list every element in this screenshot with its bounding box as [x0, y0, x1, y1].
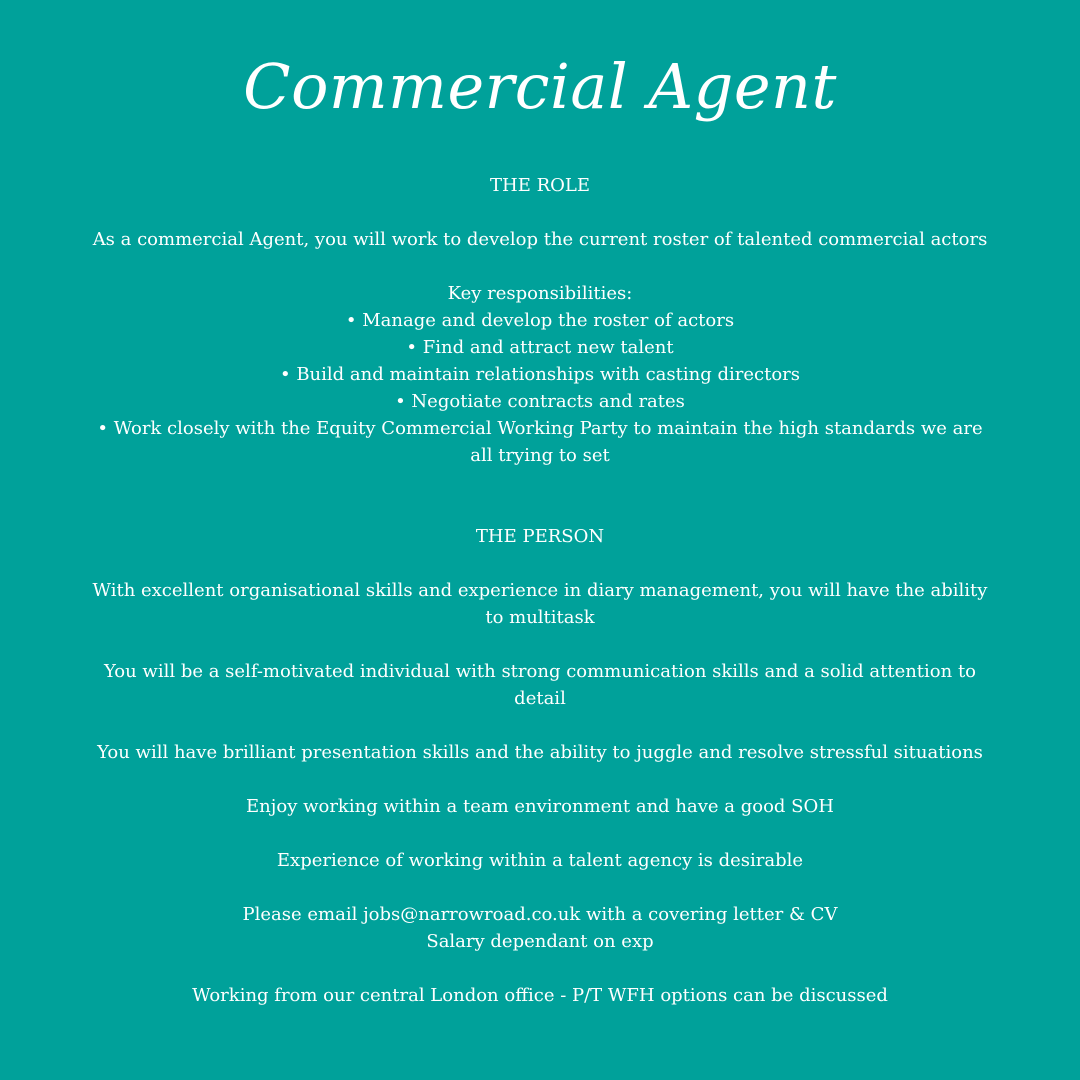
person-line: With excellent organisational skills and experience in diary management, you will have the ability — [92, 580, 988, 601]
person-heading: THE PERSON — [475, 526, 605, 547]
spacer — [40, 469, 1040, 523]
responsibility-item: • Build and maintain relationships with casting directors — [279, 364, 801, 385]
person-line: You will be a self-motivated individual with strong communication skills and a solid attention to — [103, 661, 977, 682]
person-line: You will have brilliant presentation skills and the ability to juggle and resolve stressful situations — [97, 742, 983, 763]
page-title: Commercial Agent — [243, 50, 837, 123]
responsibility-item: • Negotiate contracts and rates — [395, 391, 685, 412]
location-line: Working from our central London office - P/T WFH options can be discussed — [192, 985, 888, 1006]
spacer — [40, 550, 1040, 577]
contact-line: Please email jobs@narrowroad.co.uk with a covering letter & CV — [242, 904, 838, 925]
spacer — [40, 955, 1040, 982]
person-line: to multitask — [485, 607, 595, 628]
responsibility-item: • Work closely with the Equity Commercial Working Party to maintain the high standards we are — [97, 418, 983, 439]
spacer — [40, 874, 1040, 901]
role-intro: As a commercial Agent, you will work to develop the current roster of talented commercial actors — [92, 229, 988, 250]
responsibility-item: • Find and attract new talent — [406, 337, 674, 358]
responsibility-item: • Manage and develop the roster of actors — [345, 310, 735, 331]
salary-line: Salary dependant on exp — [426, 931, 654, 952]
spacer — [40, 766, 1040, 793]
person-line: Enjoy working within a team environment and have a good SOH — [246, 796, 834, 817]
responsibilities-heading: Key responsibilities: — [447, 283, 633, 304]
spacer — [40, 253, 1040, 280]
spacer — [40, 199, 1040, 226]
role-heading: THE ROLE — [490, 175, 590, 196]
job-details — [40, 172, 1040, 1009]
spacer — [40, 820, 1040, 847]
responsibility-item-continued: all trying to set — [470, 445, 610, 466]
spacer — [40, 631, 1040, 658]
person-line: detail — [514, 688, 566, 709]
spacer — [40, 712, 1040, 739]
person-line: Experience of working within a talent agency is desirable — [276, 850, 804, 871]
